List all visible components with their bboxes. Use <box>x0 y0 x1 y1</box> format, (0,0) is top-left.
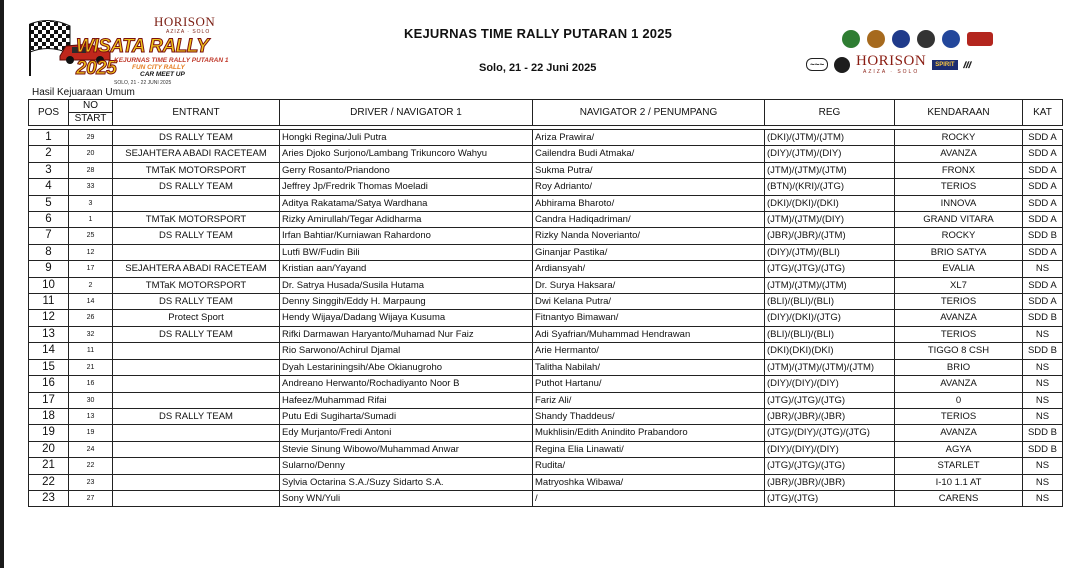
driver-cell: Gerry Rosanto/Priandono <box>280 162 533 178</box>
entrant-cell <box>113 376 280 392</box>
reg-cell: (DKI)/(JTM)/(JTM) <box>765 130 895 146</box>
col-header-kat: KAT <box>1023 100 1063 126</box>
entrant-cell <box>113 474 280 490</box>
kendaraan-cell: AVANZA <box>895 425 1023 441</box>
reg-cell: (BTN)/(KRI)/(JTG) <box>765 179 895 195</box>
reg-cell: (DKI)/(DKI)/(DKI) <box>765 195 895 211</box>
driver-cell: Edy Murjanto/Fredi Antoni <box>280 425 533 441</box>
start-number-cell: 27 <box>69 490 113 506</box>
logo-line-fun-city: FUN CITY RALLY <box>132 64 185 71</box>
navigator2-cell: Dwi Kelana Putra/ <box>533 294 765 310</box>
results-table <box>28 99 1063 507</box>
pos-cell: 5 <box>29 195 69 211</box>
kendaraan-cell: TERIOS <box>895 408 1023 424</box>
kendaraan-cell: BRIO <box>895 359 1023 375</box>
driver-cell: Irfan Bahtiar/Kurniawan Rahardono <box>280 228 533 244</box>
entrant-cell: Protect Sport <box>113 310 280 326</box>
driver-cell: Hendy Wijaya/Dadang Wijaya Kusuma <box>280 310 533 326</box>
navigator2-cell: Cailendra Budi Atmaka/ <box>533 146 765 162</box>
driver-cell: Kristian aan/Yayand <box>280 261 533 277</box>
kat-cell: SDD A <box>1023 130 1063 146</box>
sponsor-script-logo-icon: ​~~~ <box>806 58 828 71</box>
start-number-cell: 14 <box>69 294 113 310</box>
entrant-cell: DS RALLY TEAM <box>113 408 280 424</box>
entrant-cell: TMTaK MOTORSPORT <box>113 277 280 293</box>
start-number-cell: 30 <box>69 392 113 408</box>
start-number-cell: 33 <box>69 179 113 195</box>
kendaraan-cell: AGYA <box>895 441 1023 457</box>
navigator2-cell: Dr. Surya Haksara/ <box>533 277 765 293</box>
kat-cell: SDD A <box>1023 294 1063 310</box>
reg-cell: (JTG)/(JTG)/(JTG) <box>765 392 895 408</box>
sponsor-italic-logo-icon: ​/// <box>963 59 972 70</box>
table-row <box>29 326 1063 342</box>
driver-cell: Sularno/Denny <box>280 458 533 474</box>
driver-cell: Sony WN/Yuli <box>280 490 533 506</box>
navigator2-cell: Roy Adrianto/ <box>533 179 765 195</box>
pos-cell: 6 <box>29 212 69 228</box>
entrant-cell <box>113 359 280 375</box>
entrant-cell: DS RALLY TEAM <box>113 294 280 310</box>
entrant-cell <box>113 195 280 211</box>
table-row <box>29 425 1063 441</box>
kat-cell: NS <box>1023 490 1063 506</box>
driver-cell: Denny Singgih/Eddy H. Marpaung <box>280 294 533 310</box>
pos-cell: 9 <box>29 261 69 277</box>
emblem-badge-icon <box>892 30 910 48</box>
table-row <box>29 392 1063 408</box>
table-row <box>29 310 1063 326</box>
driver-cell: Lutfi BW/Fudin Bili <box>280 244 533 260</box>
navigator2-cell: Ginanjar Pastika/ <box>533 244 765 260</box>
kat-cell: NS <box>1023 408 1063 424</box>
table-row <box>29 458 1063 474</box>
pos-cell: 12 <box>29 310 69 326</box>
table-row <box>29 179 1063 195</box>
table-row <box>29 376 1063 392</box>
driver-cell: Rifki Darmawan Haryanto/Muhamad Nur Faiz <box>280 326 533 342</box>
pos-cell: 20 <box>29 441 69 457</box>
start-number-cell: 13 <box>69 408 113 424</box>
entrant-cell: SEJAHTERA ABADI RACETEAM <box>113 146 280 162</box>
reg-cell: (JBR)/(JBR)/(JTM) <box>765 228 895 244</box>
navigator2-cell: Arie Hermanto/ <box>533 343 765 359</box>
pos-cell: 19 <box>29 425 69 441</box>
entrant-cell: TMTaK MOTORSPORT <box>113 162 280 178</box>
table-row <box>29 294 1063 310</box>
entrant-cell: DS RALLY TEAM <box>113 326 280 342</box>
kendaraan-cell: AVANZA <box>895 310 1023 326</box>
kat-cell: NS <box>1023 376 1063 392</box>
table-row <box>29 146 1063 162</box>
kat-cell: SDD A <box>1023 277 1063 293</box>
kendaraan-cell: AVANZA <box>895 376 1023 392</box>
kat-cell: NS <box>1023 458 1063 474</box>
reg-cell: (BLI)/(BLI)/(BLI) <box>765 294 895 310</box>
start-number-cell: 20 <box>69 146 113 162</box>
reg-cell: (DIY)/(JTM)/(BLI) <box>765 244 895 260</box>
horison-brand: HORISON <box>856 53 927 69</box>
entrant-cell <box>113 392 280 408</box>
table-row <box>29 408 1063 424</box>
pos-cell: 22 <box>29 474 69 490</box>
navigator2-cell: Ariza Prawira/ <box>533 130 765 146</box>
start-number-cell: 3 <box>69 195 113 211</box>
event-date-location: Solo, 21 - 22 Juni 2025 <box>479 62 597 74</box>
pos-cell: 10 <box>29 277 69 293</box>
driver-cell: Dyah Lestariningsih/Abe Okianugroho <box>280 359 533 375</box>
table-row <box>29 474 1063 490</box>
kendaraan-cell: TIGGO 8 CSH <box>895 343 1023 359</box>
driver-cell: Rio Sarwono/Achirul Djamal <box>280 343 533 359</box>
kendaraan-cell: TERIOS <box>895 326 1023 342</box>
horison-brand-sub-small: AZIZA · SOLO <box>166 29 211 35</box>
pos-cell: 23 <box>29 490 69 506</box>
results-body <box>29 126 1063 507</box>
entrant-cell <box>113 244 280 260</box>
pos-cell: 4 <box>29 179 69 195</box>
kendaraan-cell: ROCKY <box>895 228 1023 244</box>
pos-cell: 17 <box>29 392 69 408</box>
entrant-cell <box>113 425 280 441</box>
start-number-cell: 23 <box>69 474 113 490</box>
navigator2-cell: Rudita/ <box>533 458 765 474</box>
navigator2-cell: Adi Syafrian/Muhammad Hendrawan <box>533 326 765 342</box>
table-row <box>29 130 1063 146</box>
pos-cell: 8 <box>29 244 69 260</box>
start-number-cell: 21 <box>69 359 113 375</box>
navigator2-cell: Mukhlisin/Edith Anindito Prabandoro <box>533 425 765 441</box>
col-header-start: START <box>74 113 107 124</box>
kat-cell: SDD A <box>1023 162 1063 178</box>
pos-cell: 7 <box>29 228 69 244</box>
horison-mark-icon <box>834 57 850 73</box>
reg-cell: (JBR)/(JBR)/(JBR) <box>765 474 895 490</box>
table-row <box>29 228 1063 244</box>
driver-cell: Stevie Sinung Wibowo/Muhammad Anwar <box>280 441 533 457</box>
entrant-cell: DS RALLY TEAM <box>113 130 280 146</box>
navigator2-cell: Talitha Nabilah/ <box>533 359 765 375</box>
kendaraan-cell: TERIOS <box>895 179 1023 195</box>
kat-cell: SDD B <box>1023 310 1063 326</box>
table-row <box>29 212 1063 228</box>
driver-cell: Sylvia Octarina S.A./Suzy Sidarto S.A. <box>280 474 533 490</box>
col-header-no: NO <box>69 100 112 113</box>
navigator2-cell: Rizky Nanda Noverianto/ <box>533 228 765 244</box>
kat-cell: SDD B <box>1023 228 1063 244</box>
start-number-cell: 25 <box>69 228 113 244</box>
col-header-no-start <box>69 100 113 126</box>
pos-cell: 18 <box>29 408 69 424</box>
navigator2-cell: Regina Elia Linawati/ <box>533 441 765 457</box>
table-row <box>29 441 1063 457</box>
kendaraan-cell: CARENS <box>895 490 1023 506</box>
emblem-club-icon <box>967 32 993 46</box>
navigator2-cell: Puthot Hartanu/ <box>533 376 765 392</box>
reg-cell: (JTG)/(DIY)/(JTG)/(JTG) <box>765 425 895 441</box>
driver-cell: Aries Djoko Surjono/Lambang Trikuncoro Wahyu <box>280 146 533 162</box>
horison-brand-sub: AZIZA · SOLO <box>862 69 920 75</box>
entrant-cell: SEJAHTERA ABADI RACETEAM <box>113 261 280 277</box>
table-row <box>29 359 1063 375</box>
kendaraan-cell: EVALIA <box>895 261 1023 277</box>
col-header-pos: POS <box>29 100 69 126</box>
kat-cell: SDD A <box>1023 146 1063 162</box>
driver-cell: Putu Edi Sugiharta/Sumadi <box>280 408 533 424</box>
driver-cell: Dr. Satrya Husada/Susila Hutama <box>280 277 533 293</box>
driver-cell: Jeffrey Jp/Fredrik Thomas Moeladi <box>280 179 533 195</box>
entrant-cell: DS RALLY TEAM <box>113 228 280 244</box>
pos-cell: 2 <box>29 146 69 162</box>
col-header-entrant: ENTRANT <box>113 100 280 126</box>
navigator2-cell: Sukma Putra/ <box>533 162 765 178</box>
driver-cell: Aditya Rakatama/Satya Wardhana <box>280 195 533 211</box>
start-number-cell: 32 <box>69 326 113 342</box>
kendaraan-cell: AVANZA <box>895 146 1023 162</box>
start-number-cell: 1 <box>69 212 113 228</box>
wisata-rally-logo <box>26 14 244 86</box>
navigator2-cell: Shandy Thaddeus/ <box>533 408 765 424</box>
navigator2-cell: / <box>533 490 765 506</box>
start-number-cell: 17 <box>69 261 113 277</box>
emblem-shield-icon <box>842 30 860 48</box>
pos-cell: 3 <box>29 162 69 178</box>
table-row <box>29 343 1063 359</box>
driver-cell: Rizky Amirullah/Tegar Adidharma <box>280 212 533 228</box>
reg-cell: (JTG)/(JTG)/(JTG) <box>765 261 895 277</box>
kendaraan-cell: 0 <box>895 392 1023 408</box>
col-header-reg: REG <box>765 100 895 126</box>
table-row <box>29 490 1063 506</box>
navigator2-cell: Ardiansyah/ <box>533 261 765 277</box>
entrant-cell <box>113 458 280 474</box>
reg-cell: (DIY)/(DIY)/(DIY) <box>765 376 895 392</box>
kat-cell: SDD A <box>1023 179 1063 195</box>
navigator2-cell: Fitnantyo Bimawan/ <box>533 310 765 326</box>
entrant-cell: DS RALLY TEAM <box>113 179 280 195</box>
kat-cell: NS <box>1023 326 1063 342</box>
pos-cell: 13 <box>29 326 69 342</box>
kat-cell: SDD A <box>1023 244 1063 260</box>
pos-cell: 16 <box>29 376 69 392</box>
navigator2-cell: Matryoshka Wibawa/ <box>533 474 765 490</box>
pos-cell: 14 <box>29 343 69 359</box>
spirit-sponsor-logo: SPIRIT <box>932 60 957 70</box>
horison-brand-small: HORISON <box>154 14 216 29</box>
kat-cell: SDD B <box>1023 425 1063 441</box>
kat-cell: NS <box>1023 261 1063 277</box>
kat-cell: NS <box>1023 359 1063 375</box>
kendaraan-cell: TERIOS <box>895 294 1023 310</box>
kat-cell: SDD A <box>1023 195 1063 211</box>
kendaraan-cell: STARLET <box>895 458 1023 474</box>
navigator2-cell: Abhirama Bharoto/ <box>533 195 765 211</box>
reg-cell: (DIY)/(JTM)/(DIY) <box>765 146 895 162</box>
start-number-cell: 24 <box>69 441 113 457</box>
logo-dates: SOLO, 21 - 22 JUNI 2025 <box>114 80 172 86</box>
kendaraan-cell: ROCKY <box>895 130 1023 146</box>
reg-cell: (JBR)/(JBR)/(JBR) <box>765 408 895 424</box>
navigator2-cell: Candra Hadiqadriman/ <box>533 212 765 228</box>
reg-cell: (DIY)/(DKI)/(JTG) <box>765 310 895 326</box>
page-title: KEJURNAS TIME RALLY PUTARAN 1 2025 <box>404 26 673 41</box>
entrant-cell <box>113 343 280 359</box>
kendaraan-cell: BRIO SATYA <box>895 244 1023 260</box>
horison-logo <box>856 54 926 75</box>
pos-cell: 15 <box>29 359 69 375</box>
kat-cell: NS <box>1023 474 1063 490</box>
reg-cell: (JTM)/(JTM)/(DIY) <box>765 212 895 228</box>
driver-cell: Andreano Herwanto/Rochadiyanto Noor B <box>280 376 533 392</box>
table-row <box>29 162 1063 178</box>
table-row <box>29 277 1063 293</box>
kendaraan-cell: I-10 1.1 AT <box>895 474 1023 490</box>
reg-cell: (JTM)/(JTM)/(JTM) <box>765 162 895 178</box>
reg-cell: (JTM)/(JTM)/(JTM) <box>765 277 895 293</box>
start-number-cell: 12 <box>69 244 113 260</box>
reg-cell: (JTM)/(JTM)/(JTM)/(JTM) <box>765 359 895 375</box>
entrant-cell <box>113 490 280 506</box>
reg-cell: (JTG)/(JTG) <box>765 490 895 506</box>
logo-line-car-meet: CAR MEET UP <box>140 71 185 78</box>
left-edge-strip <box>0 0 4 568</box>
section-label: Hasil Kejuaraan Umum <box>32 87 135 98</box>
emblem-crest-icon <box>867 30 885 48</box>
kat-cell: NS <box>1023 392 1063 408</box>
start-number-cell: 22 <box>69 458 113 474</box>
reg-cell: (DIY)/(DIY)/(DIY) <box>765 441 895 457</box>
reg-cell: (BLI)/(BLI)/(BLI) <box>765 326 895 342</box>
kat-cell: SDD A <box>1023 212 1063 228</box>
start-number-cell: 26 <box>69 310 113 326</box>
kat-cell: SDD B <box>1023 343 1063 359</box>
table-header-row <box>29 100 1063 126</box>
kendaraan-cell: FRONX <box>895 162 1023 178</box>
kendaraan-cell: XL7 <box>895 277 1023 293</box>
logo-line-kejurnas: KEJURNAS TIME RALLY PUTARAN 1 <box>114 57 229 64</box>
sponsor-logos <box>806 54 971 75</box>
table-row <box>29 261 1063 277</box>
pos-cell: 1 <box>29 130 69 146</box>
emblem-police-icon <box>942 30 960 48</box>
start-number-cell: 19 <box>69 425 113 441</box>
navigator2-cell: Fariz Ali/ <box>533 392 765 408</box>
kendaraan-cell: GRAND VITARA <box>895 212 1023 228</box>
pos-cell: 21 <box>29 458 69 474</box>
entrant-cell: TMTaK MOTORSPORT <box>113 212 280 228</box>
start-number-cell: 28 <box>69 162 113 178</box>
table-row <box>29 195 1063 211</box>
kat-cell: SDD B <box>1023 441 1063 457</box>
start-number-cell: 16 <box>69 376 113 392</box>
emblem-imi-icon <box>917 30 935 48</box>
pos-cell: 11 <box>29 294 69 310</box>
col-header-navigator2: NAVIGATOR 2 / PENUMPANG <box>533 100 765 126</box>
driver-cell: Hongki Regina/Juli Putra <box>280 130 533 146</box>
reg-cell: (JTG)/(JTG)/(JTG) <box>765 458 895 474</box>
start-number-cell: 2 <box>69 277 113 293</box>
entrant-cell <box>113 441 280 457</box>
col-header-driver: DRIVER / NAVIGATOR 1 <box>280 100 533 126</box>
wisata-rally-wordmark: WISATA RALLY 2025 <box>76 36 209 79</box>
table-row <box>29 244 1063 260</box>
start-number-cell: 29 <box>69 130 113 146</box>
reg-cell: (DKI)(DKI)(DKI) <box>765 343 895 359</box>
start-number-cell: 11 <box>69 343 113 359</box>
driver-cell: Hafeez/Muhammad Rifai <box>280 392 533 408</box>
col-header-kendaraan: KENDARAAN <box>895 100 1023 126</box>
kendaraan-cell: INNOVA <box>895 195 1023 211</box>
sponsor-emblems <box>842 30 993 48</box>
